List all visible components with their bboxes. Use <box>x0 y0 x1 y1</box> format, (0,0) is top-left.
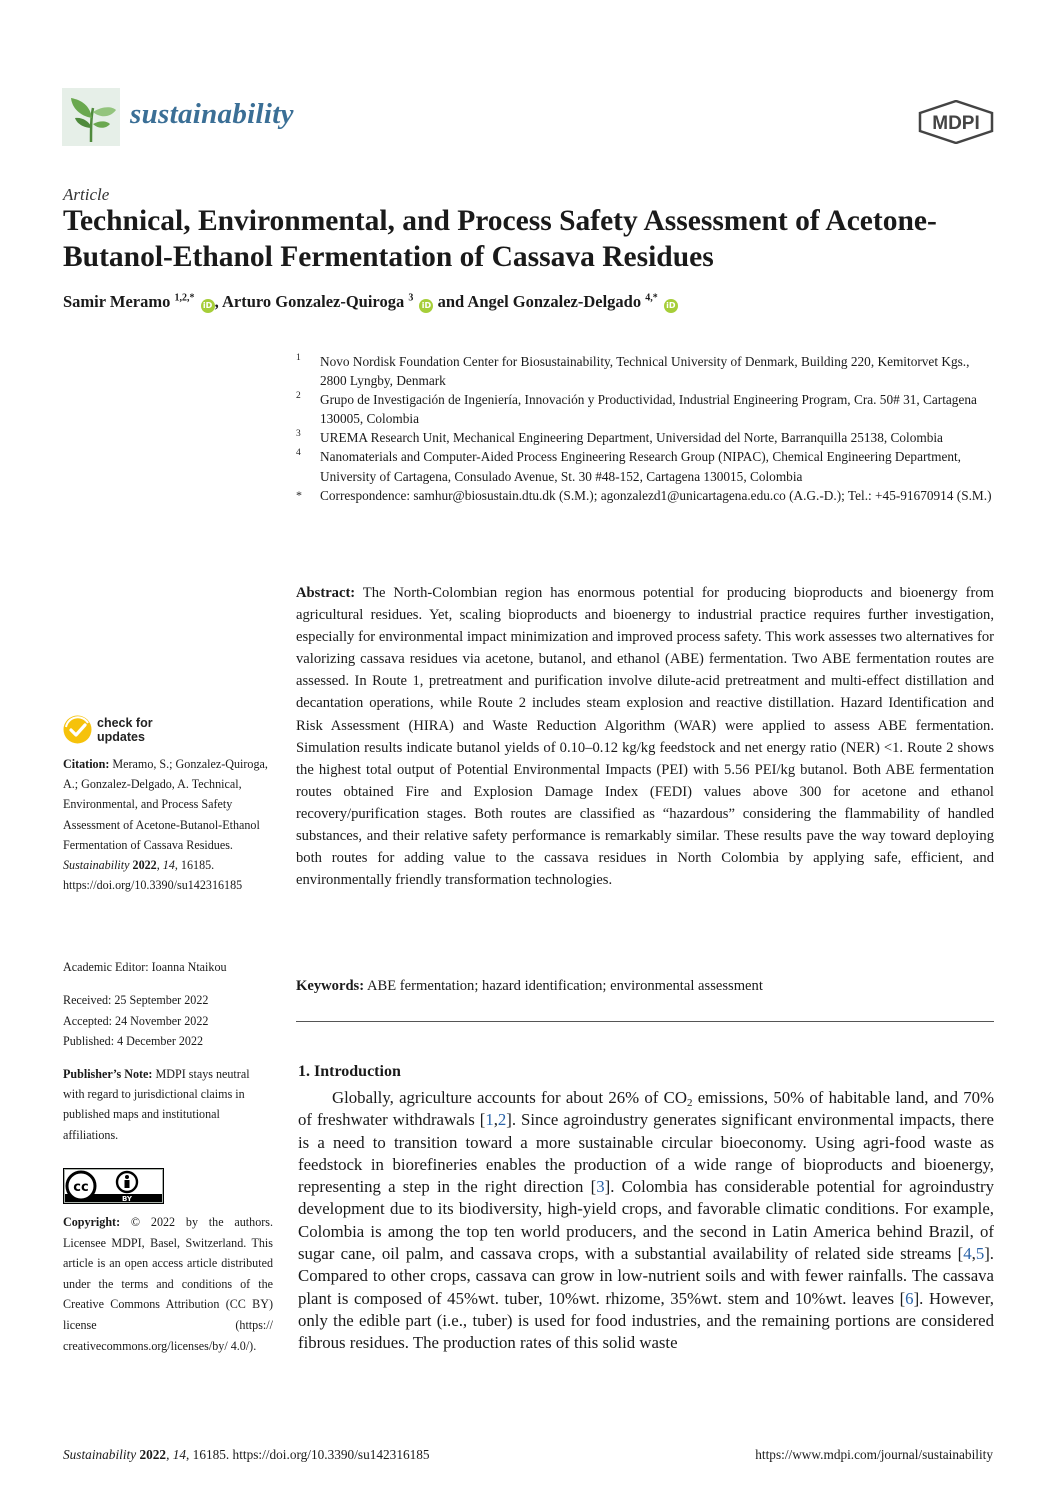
copyright-text: © 2022 by the authors. Licensee MDPI, Basel, Switzerland. This article is an open access article distributed under the terms and conditions of the Creative Commons Attribution (CC BY) license (https:// creativecommons.org/licenses/by/ 4.0/). <box>63 1215 273 1353</box>
footer-doi[interactable]: , 16185. https://doi.org/10.3390/su142316185 <box>186 1447 430 1462</box>
text-run: ]. However, only the edible part (i.e., tuber) is used for food industries, and the remaining portions are considered fibrous residues. The production rates of this solid waste <box>298 1288 994 1353</box>
correspondence-text[interactable]: Correspondence: samhur@biosustain.dtu.dk (S.M.); agonzalezd1@unicartagena.edu.co (A.G.-D.); Tel.: +45-91670914 (S.M.) <box>320 487 992 503</box>
check-updates-button[interactable] <box>97 716 153 744</box>
publisher-note-text: MDPI stays neutral with regard to jurisdictional claims in published maps and institutional affiliations. <box>63 1067 250 1142</box>
text-run: emissions, 50% of habitable land, and 70% of freshwater withdrawals [ <box>298 1088 994 1130</box>
correspondence <box>296 486 996 505</box>
affiliation-number: 4 <box>296 448 301 459</box>
text-run: Globally, agriculture accounts for about 26% of CO <box>332 1088 687 1107</box>
footer-citation <box>63 1447 430 1463</box>
section-heading: 1. Introduction <box>298 1063 401 1080</box>
affiliation-text: Novo Nordisk Foundation Center for Biosustainability, Technical University of Denmark, Building 220, Kemitorvet Kgs., 2800 Lyngby, Denmark <box>320 354 970 389</box>
citation-label: Citation: <box>63 757 110 771</box>
copyright-label: Copyright: <box>63 1215 121 1229</box>
publication-dates <box>63 990 273 1052</box>
text-run: , <box>971 1244 976 1264</box>
citation-volume: , 14 <box>156 858 175 873</box>
author-affiliation-marker: 3 <box>408 292 414 304</box>
author-separator: and <box>433 292 468 311</box>
orcid-icon[interactable]: iD <box>419 299 433 313</box>
keywords <box>296 975 994 997</box>
author-name[interactable]: Angel Gonzalez-Delgado <box>467 292 642 311</box>
text-run: ]. Colombia has considerable potential for agroindustry development due to its biodiversity, high-yield crops, and favorable climatic conditions. For example, Colombia is among the top ten world producers, and the second in Latin America behind Brazil, of sugar cane, oil palm, and cassava crops, with a substantial availability of related side streams [ <box>298 1177 994 1264</box>
author-name[interactable]: Arturo Gonzalez-Quiroga <box>221 292 405 311</box>
affiliation-item <box>296 447 996 485</box>
affiliations <box>296 352 996 505</box>
abstract-text: The North-Colombian region has enormous potential for producing bioproducts and bioenergy from agricultural residues. Yet, scaling bioproducts and bioenergy to industrial practice requires further investigation, especially for environmental impact minimization and improved process safety. This work assesses two alternatives for valorizing cassava residues via acetone, butanol, and ethanol (ABE) fermentation. Two ABE fermentation routes are assessed. In Route 1, pretreatment and purification involve dilute-acid pretreatment and multi-effect distillation and decantation operations, while Route 2 includes steam explosion and reactive distillation. Hazard Identification and Risk Assessment (HIRA) and Waste Reduction Algorithm (WAR) were applied to assess ABE fermentation. Simulation results indicate butanol yields of 0.10–0.12 kg/kg feedstock and net energy ratio (NER) <1. Route 2 shows the highest total output of Potential Environmental Impacts (PEI) with 5.56 PEI/kg butanol. Both ABE fermentation routes obtained Fire and Explosion Damage Index (FEDI) values above 300 for acetone and ethanol recovery/purification stages. Both routes are classified as “hazardous” considering the flammability of handled substances, and their relative safety performance is remarkably similar. These results pave the way toward deploying both routes for adding value to the cassava residues in North Colombia by applying safe, efficient, and environmentally friendly transformation technologies. <box>296 585 994 889</box>
svg-text:MDPI: MDPI <box>932 113 980 134</box>
orcid-icon[interactable]: iD <box>201 299 215 313</box>
affiliation-text: Nanomaterials and Computer-Aided Process Engineering Research Group (NIPAC), Chemical Engineering Department, University of Cartagena, Consulado Avenue, St. 30 #48-152, Cartagena 130015, Colombia <box>320 449 962 484</box>
citation-link[interactable]: 5 <box>975 1244 985 1264</box>
journal-logo-icon <box>62 88 120 146</box>
cc-by-license-icon[interactable] <box>63 1168 164 1204</box>
author-affiliation-marker: 1,2,* <box>174 292 195 304</box>
footer-journal-url[interactable]: https://www.mdpi.com/journal/sustainability <box>755 1447 993 1462</box>
citation-link[interactable]: 4 <box>963 1244 972 1264</box>
check-updates-icon[interactable] <box>62 714 93 745</box>
affiliation-item <box>296 390 996 428</box>
author-list <box>63 292 678 313</box>
check-updates-line: updates <box>97 730 145 744</box>
citation-block <box>63 754 273 895</box>
citation-link[interactable]: 2 <box>497 1110 507 1130</box>
affiliation-item <box>296 428 996 447</box>
publisher-note-label: Publisher’s Note: <box>63 1067 153 1081</box>
subscript: 2 <box>686 1097 693 1109</box>
affiliation-item <box>296 352 996 390</box>
citation-year: 2022 <box>129 858 157 873</box>
journal-name: sustainability <box>130 98 294 130</box>
affiliation-number: 2 <box>296 391 301 402</box>
article-type: Article <box>63 185 110 204</box>
orcid-icon[interactable]: iD <box>664 299 678 313</box>
author-affiliation-marker: 4,* <box>645 292 658 304</box>
article-title: Technical, Environmental, and Process Safety Assessment of Acetone-Butanol-Ethanol Fermentation of Cassava Residues <box>63 205 937 273</box>
check-updates-line: check for <box>97 716 153 730</box>
abstract-label: Abstract: <box>296 585 356 601</box>
citation-doi[interactable]: , 16185. https://doi.org/10.3390/su142316185 <box>63 858 243 893</box>
text-run: ]. Since agroindustry generates significant environmental impacts, there is a need to transition toward a more sustainable circular bioeconomy. Using agri-food waste as feedstock in biorefineries enables the production of a wide range of bioproducts and bioenergy, representing a step in the right direction [ <box>298 1110 994 1197</box>
author-name[interactable]: Samir Meramo <box>63 292 171 311</box>
citation-link[interactable]: 3 <box>596 1177 605 1197</box>
footer-year: 2022 <box>136 1447 167 1462</box>
received-date: Received: 25 September 2022 <box>63 993 209 1007</box>
mdpi-logo <box>918 100 994 144</box>
keywords-label: Keywords: <box>296 978 365 994</box>
svg-text:cc: cc <box>73 1180 89 1195</box>
keywords-text: ABE fermentation; hazard identification; environmental assessment <box>366 978 763 994</box>
accepted-date: Accepted: 24 November 2022 <box>63 1013 209 1028</box>
footer-volume: , 14 <box>166 1447 187 1462</box>
citation-link[interactable]: 1 <box>485 1110 494 1130</box>
affiliation-text: Grupo de Investigación de Ingeniería, Innovación y Productividad, Industrial Engineering Program, Cra. 50# 31, Cartagena 130005, Colombia <box>320 392 977 427</box>
section-divider <box>296 1021 994 1022</box>
publisher-note <box>63 1064 273 1145</box>
affiliation-number: 3 <box>296 429 301 440</box>
copyright-notice <box>63 1212 273 1356</box>
citation-text: Meramo, S.; Gonzalez-Quiroga, A.; Gonzalez-Delgado, A. Technical, Environmental, and Process Safety Assessment of Acetone-Butanol-Ethanol Fermentation of Cassava Residues. <box>63 757 268 852</box>
affiliation-text: UREMA Research Unit, Mechanical Engineering Department, Universidad del Norte, Barranquilla 25138, Colombia <box>320 430 943 446</box>
abstract <box>296 582 994 891</box>
citation-link[interactable]: 6 <box>905 1288 914 1308</box>
affiliation-number: 1 <box>296 353 301 363</box>
correspondence-marker: * <box>296 487 302 502</box>
svg-text:BY: BY <box>121 1195 133 1203</box>
text-run: , <box>493 1110 498 1130</box>
academic-editor: Academic Editor: Ioanna Ntaikou <box>63 960 227 974</box>
text-run: ]. Compared to other crops, cassava can grow in low-nutrient soils and with fewer rainfalls. The cassava plant is composed of 45%wt. tuber, 10%wt. rhizome, 35%wt. stem and 10%wt. leaves [ <box>298 1244 994 1308</box>
citation-journal: Sustainability <box>63 858 130 873</box>
intro-paragraph <box>298 1087 994 1355</box>
author-separator: , <box>214 292 222 311</box>
published-date: Published: 4 December 2022 <box>63 1034 204 1048</box>
footer-journal: Sustainability <box>63 1447 137 1462</box>
